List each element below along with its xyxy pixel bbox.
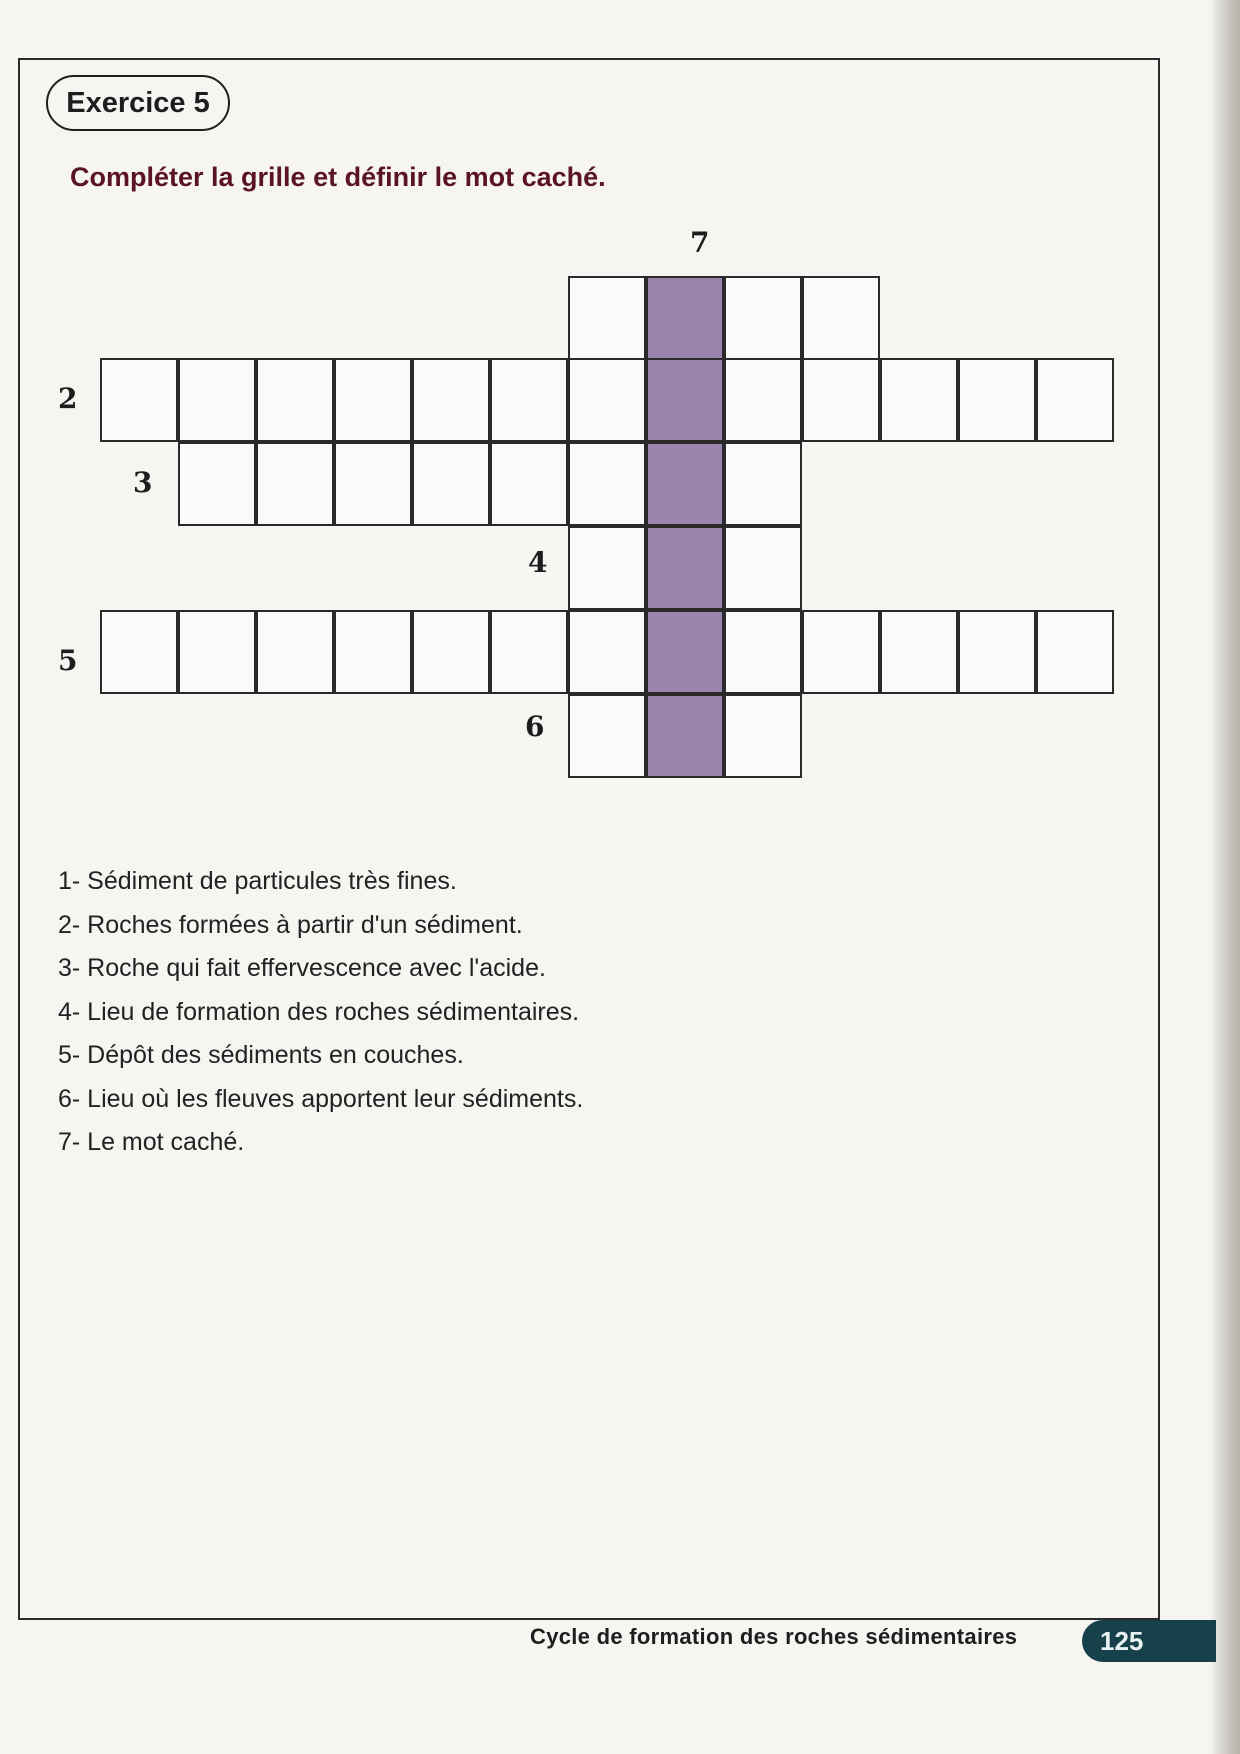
crossword-cell[interactable] (334, 610, 412, 694)
crossword-cell[interactable] (412, 610, 490, 694)
hidden-word-cell[interactable] (646, 526, 724, 610)
crossword-cell[interactable] (802, 610, 880, 694)
clue-number-7: 7 (690, 226, 710, 259)
hidden-word-cell[interactable] (646, 358, 724, 442)
clue-2: 2- Roches formées à partir d'un sédiment. (58, 910, 523, 939)
clue-number-3: 3 (133, 466, 153, 499)
crossword-cell[interactable] (802, 358, 880, 442)
crossword-cell[interactable] (178, 358, 256, 442)
crossword-cell[interactable] (178, 442, 256, 526)
crossword-cell[interactable] (724, 442, 802, 526)
hidden-word-cell[interactable] (646, 610, 724, 694)
chapter-title: Cycle de formation des roches sédimentaires (530, 1624, 1018, 1649)
crossword-cell[interactable] (568, 358, 646, 442)
crossword-cell[interactable] (256, 442, 334, 526)
clue-list (58, 860, 583, 1165)
clue-6: 6- Lieu où les fleuves apportent leur sédiments. (58, 1084, 584, 1113)
crossword-cell[interactable] (412, 442, 490, 526)
crossword-cell[interactable] (958, 610, 1036, 694)
page-number-badge: 125 (1082, 1620, 1216, 1662)
crossword-cell[interactable] (568, 442, 646, 526)
crossword-cell[interactable] (412, 358, 490, 442)
crossword-cell[interactable] (568, 276, 646, 360)
crossword-cell[interactable] (178, 610, 256, 694)
crossword-cell[interactable] (724, 610, 802, 694)
crossword-cell[interactable] (958, 358, 1036, 442)
crossword-cell[interactable] (1036, 358, 1114, 442)
crossword-cell[interactable] (334, 358, 412, 442)
crossword-cell[interactable] (490, 358, 568, 442)
crossword-cell[interactable] (568, 526, 646, 610)
clue-number-6: 6 (525, 710, 545, 743)
clue-number-5: 5 (58, 644, 78, 677)
crossword-cell[interactable] (256, 610, 334, 694)
crossword-cell[interactable] (490, 610, 568, 694)
crossword-cell[interactable] (568, 610, 646, 694)
clue-7: 7- Le mot caché. (58, 1128, 245, 1156)
crossword-cell[interactable] (880, 610, 958, 694)
crossword-cell[interactable] (1036, 610, 1114, 694)
clue-3: 3- Roche qui fait effervescence avec l'acide. (58, 954, 546, 982)
crossword-cell[interactable] (880, 358, 958, 442)
crossword-cell[interactable] (568, 694, 646, 778)
crossword-cell[interactable] (334, 442, 412, 526)
crossword-cell[interactable] (100, 358, 178, 442)
exercise-title-badge: Exercice 5 (46, 75, 230, 131)
crossword-cell[interactable] (256, 358, 334, 442)
clue-4: 4- Lieu de formation des roches sédimentaires. (58, 997, 580, 1026)
crossword-cell[interactable] (724, 276, 802, 360)
clue-1: 1- Sédiment de particules très fines. (58, 867, 457, 895)
clue-number-4: 4 (528, 546, 548, 579)
hidden-word-cell[interactable] (646, 442, 724, 526)
crossword-cell[interactable] (724, 526, 802, 610)
crossword-cell[interactable] (724, 694, 802, 778)
crossword-cell[interactable] (100, 610, 178, 694)
clue-5: 5- Dépôt des sédiments en couches. (58, 1041, 464, 1069)
hidden-word-cell[interactable] (646, 694, 724, 778)
crossword-grid (0, 0, 1240, 800)
hidden-word-cell[interactable] (646, 276, 724, 360)
crossword-cell[interactable] (724, 358, 802, 442)
crossword-cell[interactable] (802, 276, 880, 360)
crossword-cell[interactable] (490, 442, 568, 526)
clue-number-2: 2 (58, 382, 78, 415)
instruction-text: Compléter la grille et définir le mot caché. (70, 162, 606, 192)
